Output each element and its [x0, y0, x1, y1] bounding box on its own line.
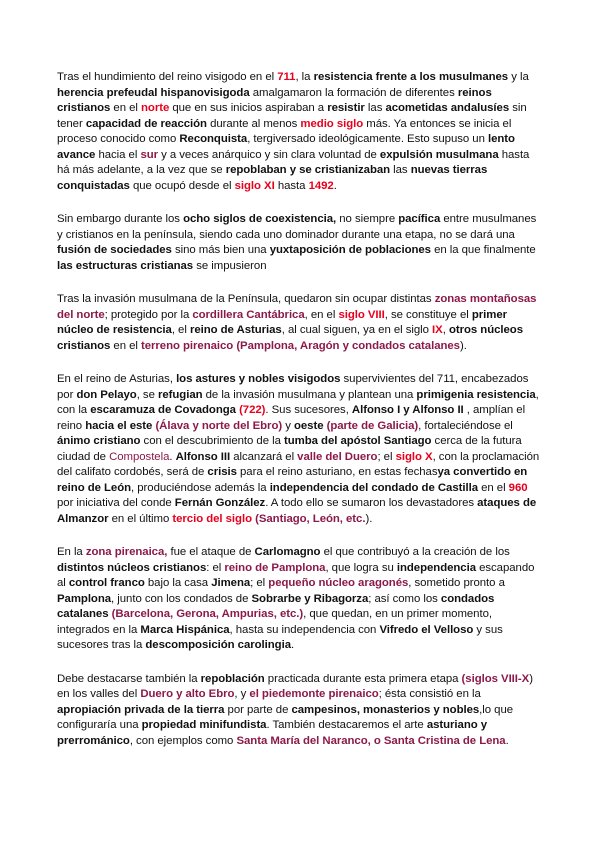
- highlighted-text: Alfonso III: [175, 450, 231, 463]
- text-run: ; así como los: [368, 592, 441, 605]
- paragraph-4: [57, 372, 544, 527]
- highlighted-text: crisis: [207, 466, 237, 478]
- text-run: sino más bien una: [171, 244, 270, 256]
- highlighted-text: norte: [141, 102, 170, 114]
- text-run: alcanzará el: [230, 450, 298, 463]
- highlighted-text: reino de Pamplona: [224, 561, 326, 574]
- text-run: , fortaleciéndose el: [418, 419, 513, 432]
- text-run: más. Ya entonces se inicia el proceso conocido como: [57, 117, 512, 145]
- highlighted-text: Sobrarbe y Ribagorza: [251, 592, 369, 605]
- text-run: En la: [57, 546, 86, 558]
- highlighted-text: Compostela: [109, 450, 170, 463]
- highlighted-text: medio siglo: [300, 117, 364, 130]
- text-run: de la invasión musulmana y plantean una: [202, 388, 417, 401]
- text-run: ,: [442, 324, 449, 336]
- text-run: y: [282, 419, 294, 432]
- text-run: , con la: [57, 388, 539, 416]
- highlighted-text: el piedemonte pirenaico: [249, 688, 379, 700]
- text-run: , se: [136, 388, 158, 401]
- highlighted-text: reinos cristianos: [57, 86, 492, 114]
- highlighted-text: Vifredo el Velloso: [379, 623, 474, 636]
- highlighted-text: campesinos, monasterios y nobles: [291, 703, 480, 716]
- text-run: para el reino asturiano, en estas fechas: [236, 466, 438, 478]
- text-run: , se constituye el: [384, 308, 472, 321]
- highlighted-text: valle del Duero: [297, 450, 378, 463]
- highlighted-text: distintos núcleos cristianos: [57, 561, 207, 574]
- highlighted-text: ya convertido en reino de León: [57, 466, 528, 494]
- text-run: amalgamaron la formación de diferentes: [249, 86, 458, 99]
- text-run: y sus sucesores tras la: [57, 623, 503, 651]
- text-run: , produciéndose además la: [131, 481, 270, 494]
- highlighted-text: herencia prefeudal hispanovisigoda: [57, 86, 250, 99]
- text-run: . A todo ello se sumaron los devastadores: [265, 497, 478, 509]
- text-run: en el: [477, 481, 509, 494]
- highlighted-text: sur: [140, 148, 159, 161]
- text-run: Tras el hundimiento del reino visigodo en el: [57, 71, 278, 83]
- text-run: , con la proclamación del califato cordobés, será de: [57, 450, 540, 478]
- highlighted-text: Jimena: [211, 577, 251, 589]
- highlighted-text: fusión de sociedades: [57, 244, 172, 256]
- highlighted-text: (Barcelona, Gerona, Ampurias, etc.): [111, 608, 304, 620]
- text-run: durante al menos: [206, 117, 301, 130]
- text-run: fue el ataque de: [167, 546, 255, 558]
- text-run: ; el: [377, 450, 396, 463]
- text-run: , amplían el reino: [57, 404, 526, 432]
- text-run: . Sus sucesores,: [265, 404, 352, 416]
- text-run: en el: [110, 102, 141, 114]
- highlighted-text: nuevas tierras conquistadas: [57, 164, 488, 192]
- highlighted-text: don Pelayo: [76, 388, 137, 401]
- text-run: no siempre: [336, 213, 399, 225]
- highlighted-text: ánimo cristiano: [57, 435, 141, 447]
- text-run: se impusieron: [193, 259, 267, 272]
- text-run: el que contribuyó a la creación de los: [320, 546, 510, 558]
- text-run: , al cual siguen, ya en el siglo: [281, 324, 433, 336]
- highlighted-text: 960: [508, 481, 528, 494]
- text-run: , tergiversado ideológicamente. Esto supuso un: [247, 133, 488, 145]
- highlighted-text: Duero y alto Ebro: [140, 688, 235, 700]
- paragraph-6: [57, 672, 544, 750]
- text-run: , junto con los condados de: [111, 592, 252, 605]
- highlighted-text: siglo X: [395, 450, 433, 463]
- text-run: ; protegido por la: [104, 308, 193, 321]
- text-run: , el: [171, 324, 190, 336]
- highlighted-text: zona pirenaica,: [85, 546, 168, 558]
- highlighted-text: (722): [239, 404, 266, 416]
- text-run: entre musulmanes y cristianos en la península, siendo cada uno dominador durante una etapa, no se dará una: [57, 213, 537, 241]
- highlighted-text: 711: [277, 71, 296, 83]
- text-run: : el: [206, 561, 225, 574]
- highlighted-text: tercio del siglo: [172, 512, 252, 525]
- highlighted-text: siglo XI: [234, 179, 275, 192]
- text-run: . También destacaremos el arte: [266, 719, 427, 731]
- text-run: .: [505, 734, 509, 747]
- highlighted-text: las estructuras cristianas: [57, 259, 194, 272]
- highlighted-text: terreno pirenaico (Pamplona, Aragón y condados catalanes: [141, 339, 460, 352]
- highlighted-text: pacífica: [398, 213, 441, 225]
- text-run: , en el: [304, 308, 339, 321]
- highlighted-text: (siglos VIII-X: [461, 672, 530, 685]
- highlighted-text: propiedad minifundista: [141, 719, 267, 731]
- highlighted-text: descomposición carolingia: [145, 639, 291, 651]
- highlighted-text: otros núcleos cristianos: [57, 324, 523, 352]
- highlighted-text: tumba del apóstol Santiago: [284, 435, 432, 447]
- text-run: las: [390, 164, 411, 176]
- text-run: , y: [234, 688, 250, 700]
- highlighted-text: lento avance: [57, 133, 515, 161]
- text-run: en el último: [108, 512, 173, 525]
- text-run: por iniciativa del conde: [57, 497, 175, 509]
- text-run: ) en los valles del: [57, 672, 533, 700]
- highlighted-text: IX: [432, 324, 443, 336]
- highlighted-text: control franco: [68, 577, 145, 589]
- highlighted-text: primer núcleo de resistencia: [57, 308, 507, 336]
- highlighted-text: 1492: [308, 179, 334, 192]
- paragraph-2: [57, 212, 544, 274]
- highlighted-text: repoblaban y se cristianizaban: [225, 164, 391, 176]
- highlighted-text: independencia del condado de Castilla: [269, 481, 478, 494]
- text-run: , la: [295, 71, 314, 83]
- highlighted-text: apropiación privada de la tierra: [57, 703, 225, 716]
- highlighted-text: ocho siglos de coexistencia,: [183, 213, 337, 225]
- highlighted-text: cordillera Cantábrica: [192, 308, 305, 321]
- highlighted-text: siglo VIII: [338, 308, 385, 321]
- text-run: las: [364, 102, 386, 114]
- text-run: practicada durante esta primera etapa: [264, 672, 462, 685]
- highlighted-text: hacia el este: [85, 419, 153, 432]
- highlighted-text: capacidad de reacción: [85, 117, 207, 130]
- paragraph-5: [57, 545, 544, 654]
- text-run: y a veces anárquico y sin clara voluntad de: [158, 148, 380, 161]
- highlighted-text: Fernán González: [174, 497, 266, 509]
- highlighted-text: (Álava y norte del Ebro): [155, 419, 283, 432]
- highlighted-text: oeste: [293, 419, 324, 432]
- text-run: , con ejemplos como: [129, 734, 237, 747]
- highlighted-text: zonas montañosas del norte: [57, 293, 537, 321]
- highlighted-text: acometidas andalusíes: [385, 102, 510, 114]
- highlighted-text: Marca Hispánica: [140, 623, 230, 636]
- highlighted-text: repoblación: [200, 672, 265, 685]
- highlighted-text: Reconquista: [179, 133, 248, 145]
- highlighted-text: primigenia resistencia: [416, 388, 536, 401]
- text-run: .: [169, 450, 176, 463]
- highlighted-text: Alfonso I y Alfonso II: [351, 404, 464, 416]
- text-run: bajo la casa: [144, 577, 212, 589]
- text-run: por parte de: [224, 703, 292, 716]
- highlighted-text: (Santiago, León, etc.: [255, 512, 366, 525]
- text-run: ,lo que configuraría una: [57, 703, 514, 731]
- highlighted-text: (parte de Galicia): [326, 419, 419, 432]
- highlighted-text: asturiano y prerrománico: [57, 719, 488, 747]
- text-run: ).: [459, 339, 467, 352]
- highlighted-text: refugian: [157, 388, 203, 401]
- text-run: supervivientes del 711, encabezados por: [57, 373, 529, 401]
- text-run: ; ésta consistió en la: [378, 688, 481, 700]
- text-run: que en sus inicios aspiraban a: [169, 102, 328, 114]
- highlighted-text: ataques de Almanzor: [57, 497, 537, 525]
- highlighted-text: escaramuza de Covadonga: [90, 404, 236, 416]
- highlighted-text: independencia: [396, 561, 476, 574]
- text-run: en la que finalmente: [430, 244, 536, 256]
- highlighted-text: pequeño núcleo aragonés: [268, 577, 409, 589]
- text-run: escapando al: [57, 561, 535, 589]
- paragraph-1: [57, 70, 544, 194]
- text-run: En el reino de Asturias,: [57, 373, 177, 385]
- text-run: y la: [508, 71, 529, 83]
- text-run: con el descubrimiento de la: [140, 435, 284, 447]
- text-run: hacia el: [95, 148, 141, 161]
- text-run: , hasta su independencia con: [229, 623, 380, 636]
- text-run: Sin embargo durante los: [57, 213, 184, 225]
- text-run: , que quedan, en un primer momento, integrados en la: [57, 608, 492, 636]
- text-run: .: [333, 179, 337, 192]
- highlighted-text: condados catalanes: [57, 592, 495, 620]
- highlighted-text: yuxtaposición de poblaciones: [269, 244, 431, 256]
- text-run: que ocupó desde el: [129, 179, 235, 192]
- text-run: cerca de la futura ciudad de: [57, 435, 522, 463]
- text-run: , sometido pronto a: [408, 577, 505, 589]
- text-run: hasta: [274, 179, 309, 192]
- text-run: .: [290, 639, 295, 651]
- text-run: ; el: [250, 577, 269, 589]
- text-run: Debe destacarse también la: [57, 672, 201, 685]
- text-run: , que logra su: [325, 561, 397, 574]
- highlighted-text: resistencia frente a los musulmanes: [313, 71, 509, 83]
- highlighted-text: resistir: [327, 102, 365, 114]
- text-run: ).: [365, 512, 373, 525]
- text-run: hasta há más adelante, a la vez que se: [57, 148, 530, 176]
- highlighted-text: Carlomagno: [254, 546, 321, 558]
- highlighted-text: Santa María del Naranco, o Santa Cristina de Lena: [236, 734, 506, 747]
- highlighted-text: expulsión musulmana: [379, 148, 499, 161]
- highlighted-text: los astures y nobles visigodos: [176, 373, 341, 385]
- text-run: sin tener: [57, 102, 527, 130]
- highlighted-text: Pamplona: [57, 592, 112, 605]
- paragraph-3: [57, 292, 544, 354]
- text-run: Tras la invasión musulmana de la Península, quedaron sin ocupar distintas: [57, 293, 435, 305]
- highlighted-text: reino de Asturias: [189, 324, 282, 336]
- text-run: en el: [110, 339, 141, 352]
